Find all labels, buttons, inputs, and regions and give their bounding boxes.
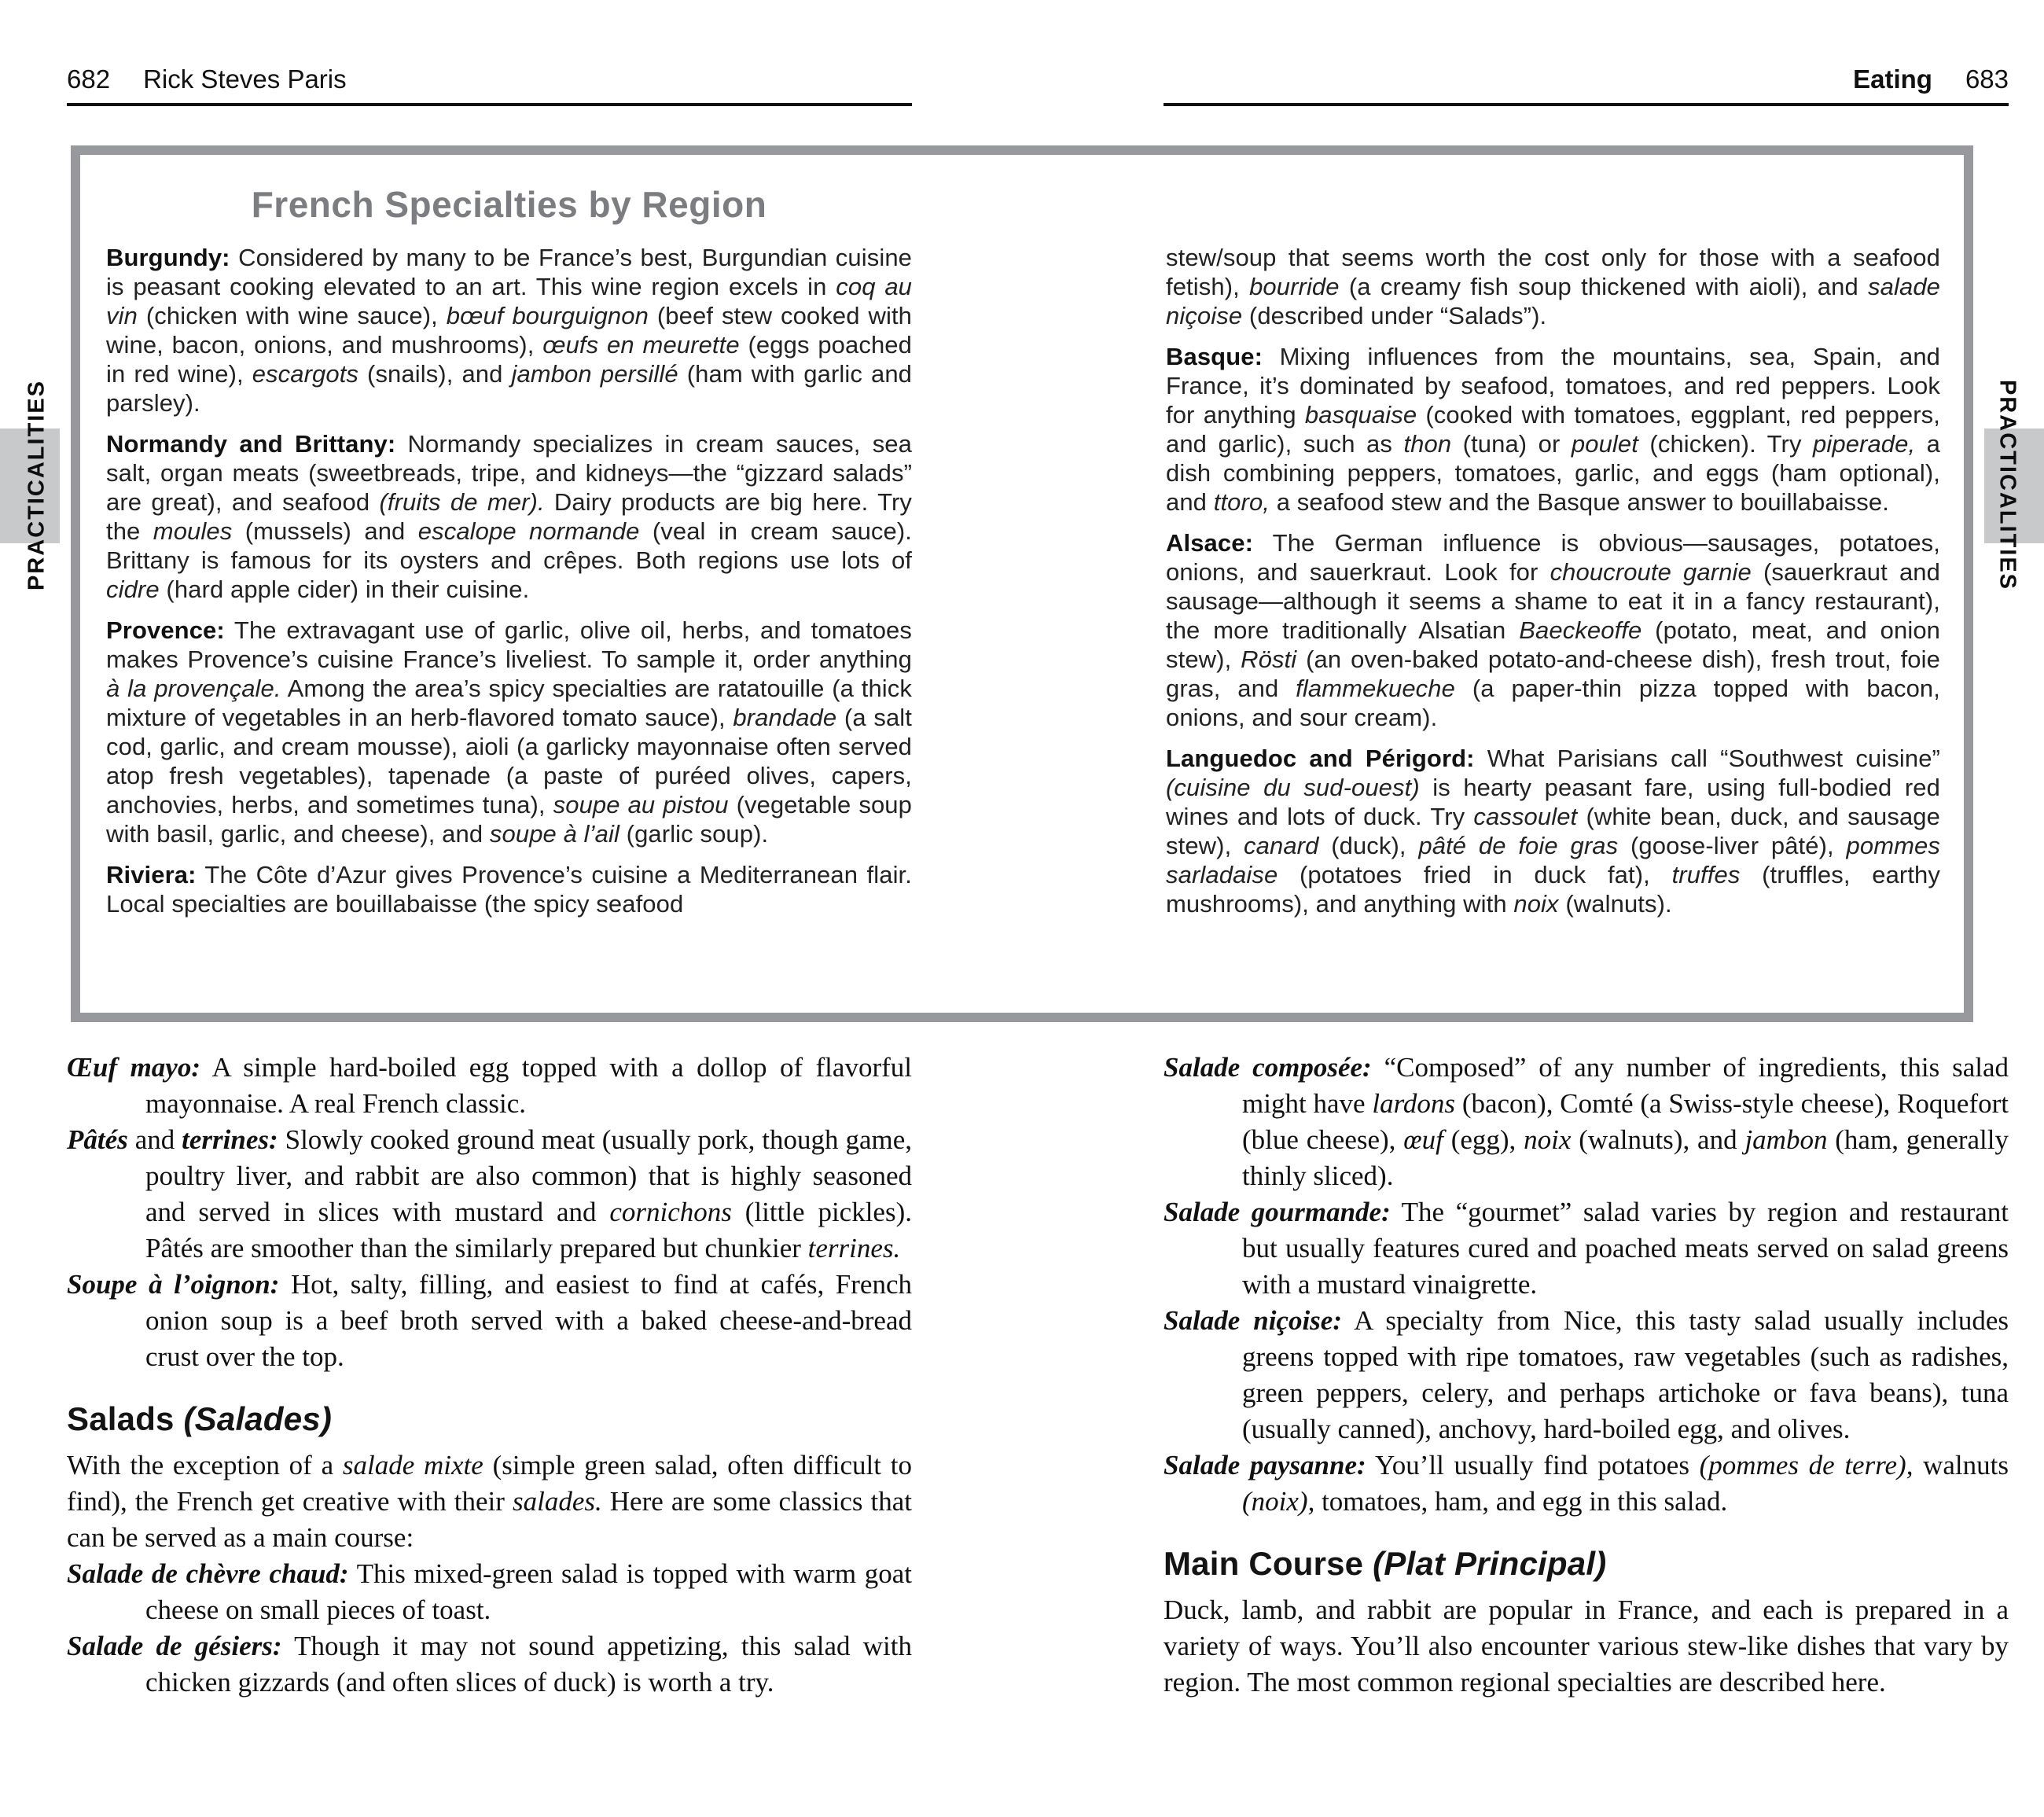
normandy-brittany-paragraph: Normandy and Brittany: Normandy specializes in cream sauces, sea salt, organ meats (sweetbreads, tripe, and kidneys—the “gizzard salads” are great), and seafood (fruits de mer). Dairy products are big here. Try the moules (mussels) and escalope normande (veal in cream sauce). Brittany is famous for its oysters and crêpes. Both regions use lots of cidre (hard apple cider) in their cuisine. [106,430,913,603]
provence-paragraph: Provence: The extravagant use of garlic, olive oil, herbs, and tomatoes makes Provence’s cuisine France’s liveliest. To sample it, order anything à la provençale. Among the area’s spicy specialties are ratatouille (a thick mixture of vegetables in an herb-flavored tomato sauce), brandade (a salt cod, garlic, and cream mousse), aioli (a garlicky mayonnaise often served atop fresh vegetables), tapenade (a paste of puréed olives, capers, anchovies, herbs, and sometimes tuna), soupe au pistou (vegetable soup with basil, garlic, and cheese), and soupe à l’ail (garlic soup). [106,616,912,848]
main-course-intro-paragraph: Duck, lamb, and rabbit are popular in France, and each is prepared in a variety of ways. You’ll also encounter various stew-like dishes that vary by region. The most common regional specialties are described here. [1164,1594,2009,1697]
body-left-column [67,1050,912,1701]
section-title: Eating [1853,64,1932,94]
right-page-header [1164,64,2009,94]
book-title: Rick Steves Paris [143,64,347,94]
right-header-rule [1164,103,2009,106]
left-chapter-tab-label: PRACTICALITIES [24,379,50,591]
main-course-section-heading: Main Course (Plat Principal) [1164,1545,1607,1582]
languedoc-perigord-paragraph: Languedoc and Périgord: What Parisians call “Southwest cuisine” (cuisine du sud-ouest) is hearty peasant fare, using full-bodied red wines and lots of duck. Try cassoulet (white bean, duck, and sausage stew), canard (duck), pâté de foie gras (goose-liver pâté), pommes sarladaise (potatoes fried in duck fat), truffes (truffles, earthy mushrooms), and anything with noix (walnuts). [1166,745,1940,918]
burgundy-paragraph: Burgundy: Considered by many to be France’s best, Burgundian cuisine is peasant cooking elevated to an art. This wine region excels in coq au vin (chicken with wine sauce), bœuf bourguignon (beef stew cooked with wine, bacon, onions, and mushrooms), œufs en meurette (eggs poached in red wine), escargots (snails), and jambon persillé (ham with garlic and parsley). [106,244,913,417]
specialties-box-right-column [1166,243,1940,930]
specialties-box-title: French Specialties by Region [251,184,767,225]
salade-paysanne-entry: Salade paysanne: You’ll usually find potatoes (pommes de terre), walnuts (noix), tomatoes, ham, and egg in this salad. [1164,1450,2009,1517]
riviera-paragraph: Riviera: The Côte d’Azur gives Provence’s cuisine a Mediterranean flair. Local specialties are bouillabaisse (the spicy seafood [106,861,912,918]
salads-intro-paragraph: With the exception of a salade mixte (simple green salad, often difficult to find), the French get creative with their salades. Here are some classics that can be served as a main course: [67,1450,912,1553]
salade-de-chevre-chaud-entry: Salade de chèvre chaud: This mixed-green salad is topped with warm goat cheese on small pieces of toast. [67,1558,912,1625]
right-chapter-tab-label: PRACTICALITIES [1994,379,2020,591]
salade-nicoise-entry: Salade niçoise: A specialty from Nice, this tasty salad usually includes greens topped with ripe tomatoes, raw vegetables (such as radishes, green peppers, celery, and perhaps artichoke or fava beans), tuna (usually canned), anchovy, hard-boiled egg, and olives. [1164,1305,2009,1444]
salade-gourmande-entry: Salade gourmande: The “gourmet” salad varies by region and restaurant but usually features cured and poached meats served on salad greens with a mustard vinaigrette. [1164,1197,2009,1300]
basque-paragraph: Basque: Mixing influences from the mountains, sea, Spain, and France, it’s dominated by seafood, tomatoes, and red peppers. Look for anything basquaise (cooked with tomatoes, eggplant, red peppers, and garlic), such as thon (tuna) or poulet (chicken). Try piperade, a dish combining peppers, tomatoes, garlic, and eggs (ham optional), and ttoro, a seafood stew and the Basque answer to bouillabaisse. [1166,343,1940,516]
salade-de-gesiers-entry: Salade de gésiers: Though it may not sound appetizing, this salad with chicken gizzards (and often slices of duck) is worth a try. [67,1631,912,1697]
pates-terrines-entry: Pâtés and terrines: Slowly cooked ground meat (usually pork, though game, poultry liver, and rabbit are also common) that is highly seasoned and served in slices with mustard and cornichons (little pickles). Pâtés are smoother than the similarly prepared but chunkier terrines. [67,1124,912,1263]
left-page-number: 682 [67,64,111,94]
salads-section-heading: Salads (Salades) [67,1400,333,1437]
soupe-a-loignon-entry: Soupe à l’oignon: Hot, salty, filling, and easiest to find at cafés, French onion soup is a beef broth served with a baked cheese-and-bread crust over the top. [67,1269,912,1372]
oeuf-mayo-entry: Œuf mayo: A simple hard-boiled egg topped with a dollop of flavorful mayonnaise. A real French classic. [67,1052,912,1119]
french-specialties-box [71,145,1973,1022]
alsace-paragraph: Alsace: The German influence is obvious—sausages, potatoes, onions, and sauerkraut. Look for choucroute garnie (sauerkraut and sausage—although it seems a shame to eat it in a fancy restaurant), the more traditionally Alsatian Baeckeoffe (potato, meat, and onion stew), Rösti (an oven-baked potato-and-cheese dish), fresh trout, foie gras, and flammekueche (a paper-thin pizza topped with bacon, onions, and sour cream). [1166,529,1940,731]
body-right-column [1164,1050,2009,1701]
right-page-number: 683 [1965,64,2009,94]
left-header-rule [67,103,912,106]
specialties-box-left-column [106,243,912,930]
left-page-header [67,64,347,94]
riviera-continued-paragraph: stew/soup that seems worth the cost only for those with a seafood fetish), bourride (a creamy fish soup thickened with aioli), and salade niçoise (described under “Salads”). [1166,244,1940,329]
salade-composee-entry: Salade composée: “Composed” of any number of ingredients, this salad might have lardons (bacon), Comté (a Swiss-style cheese), Roquefort (blue cheese), œuf (egg), noix (walnuts), and jambon (ham, generally thinly sliced). [1164,1052,2009,1191]
